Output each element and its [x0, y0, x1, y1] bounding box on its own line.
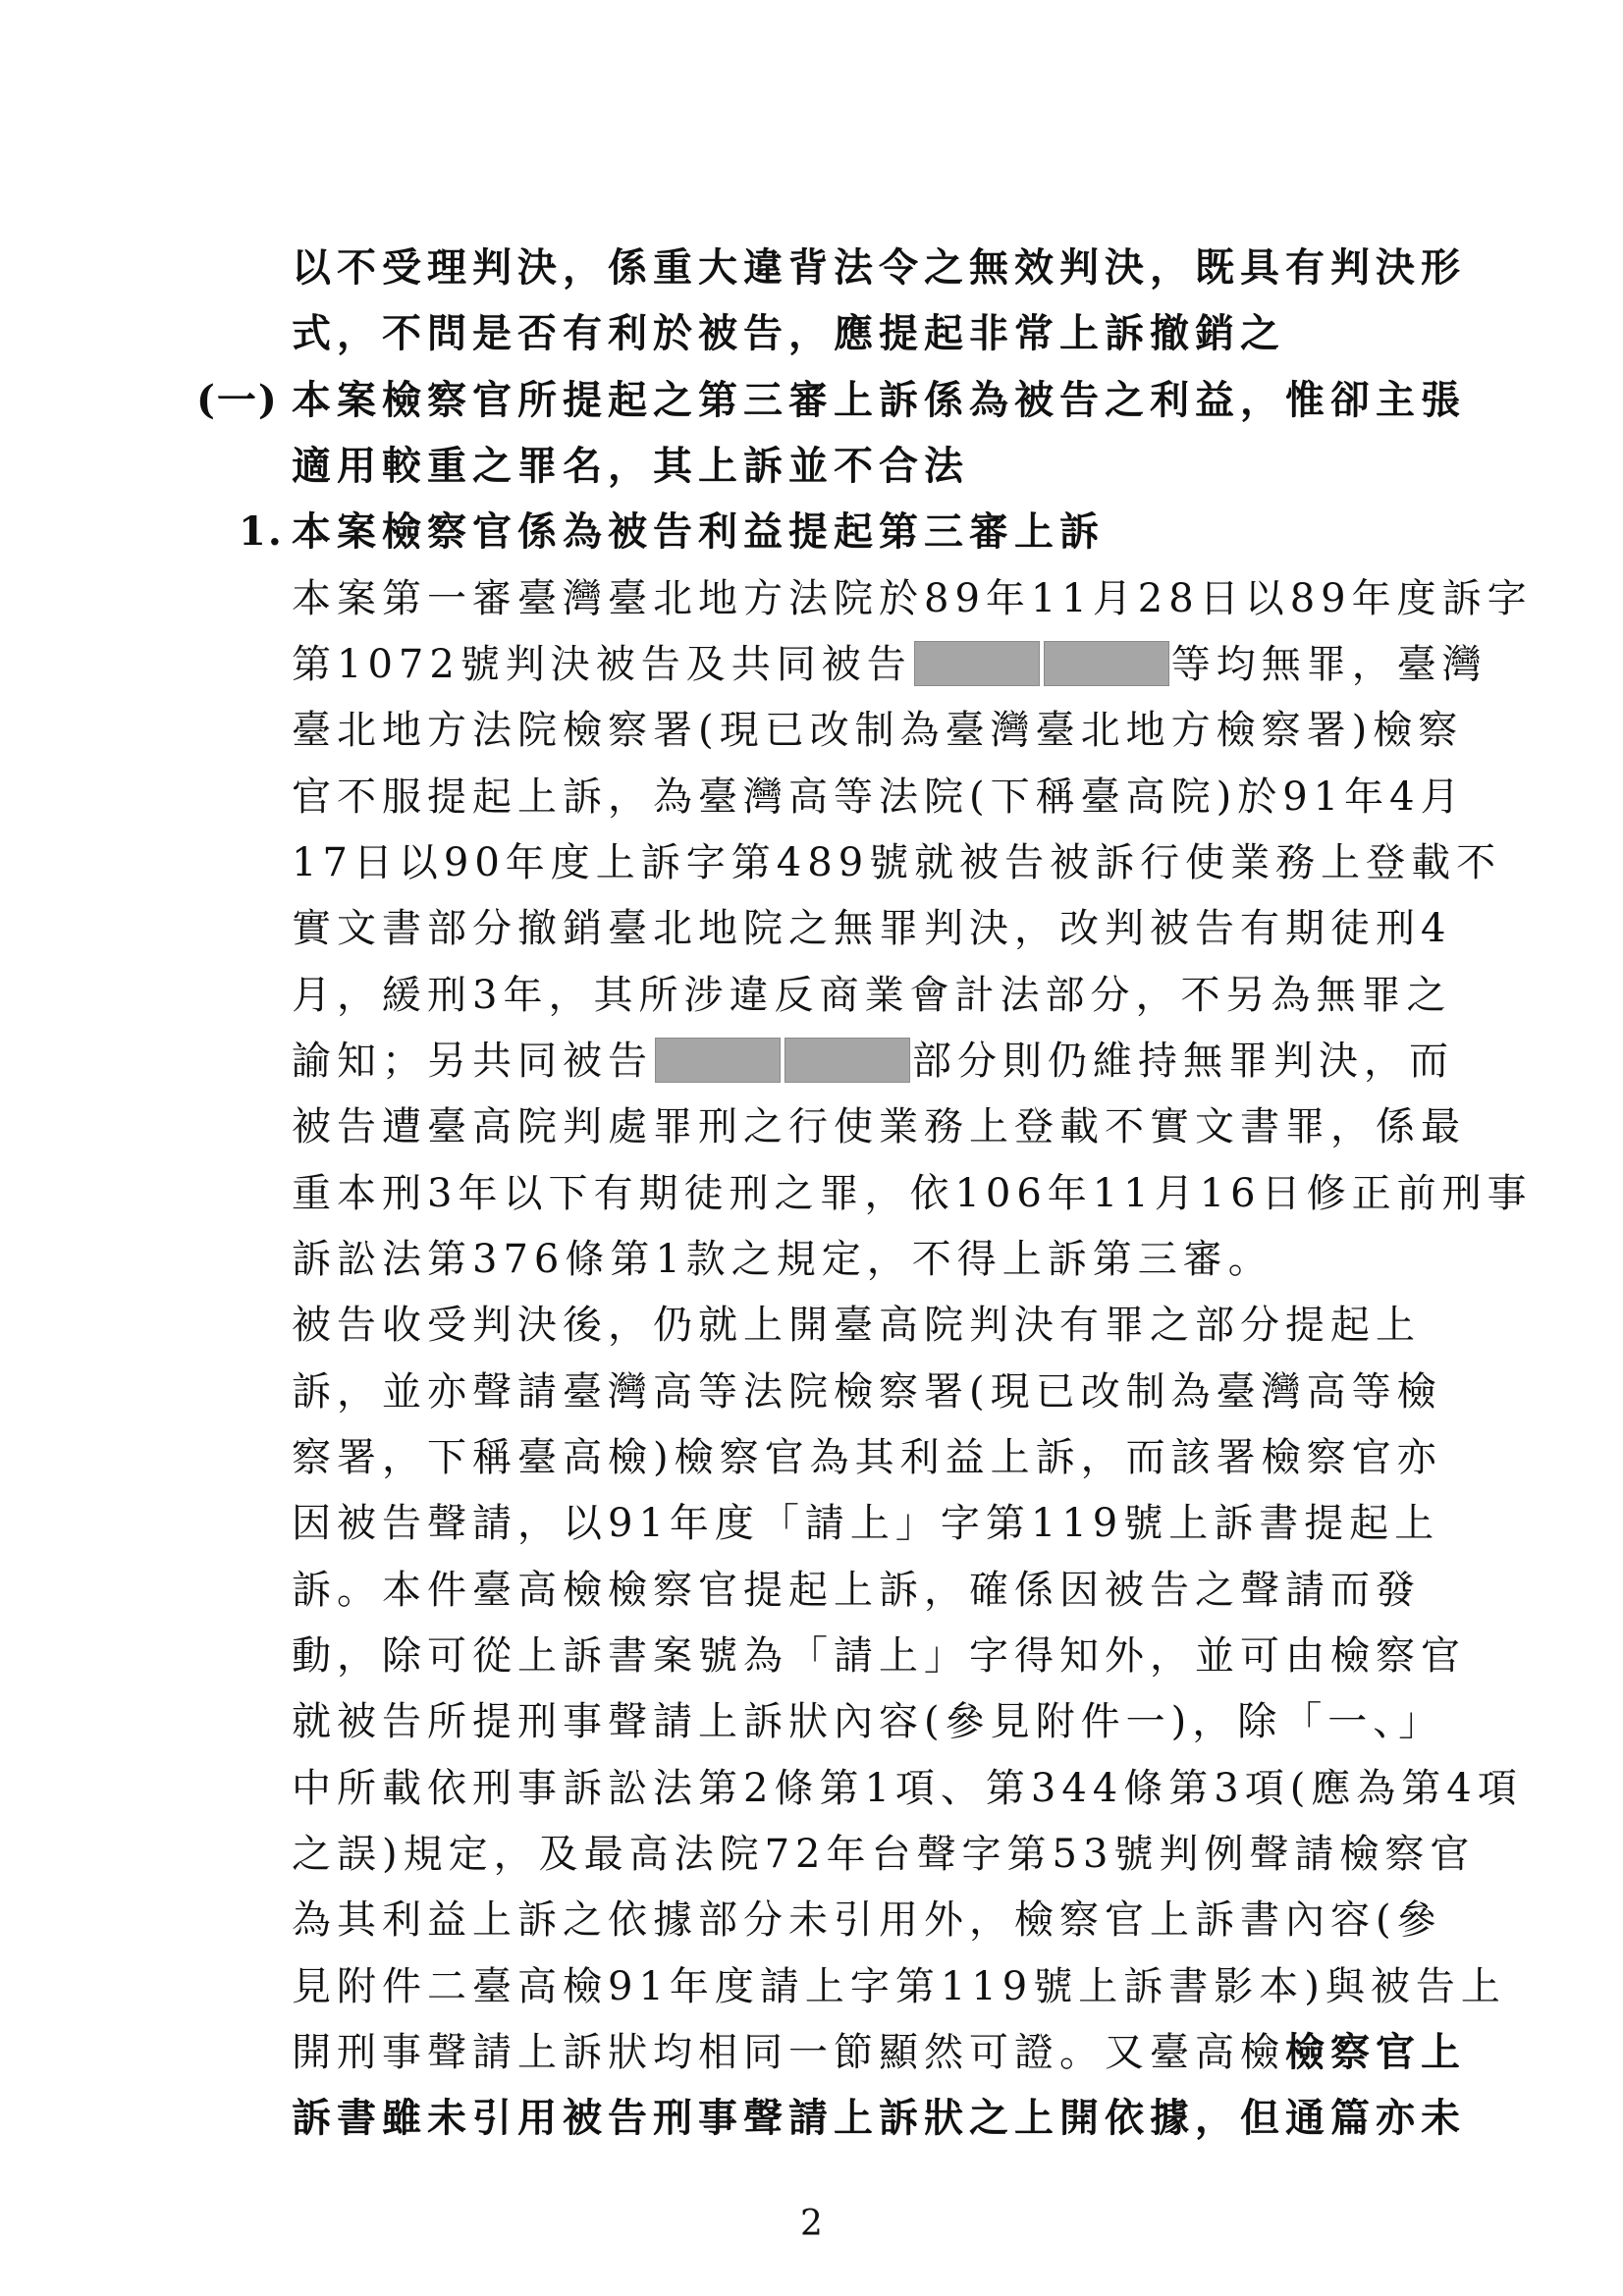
paragraph-2-line-9: 之誤)規定，及最高法院72年台聲字第53號判例聲請檢察官: [292, 1832, 1476, 1877]
paragraph-1-line-10: 重本刑3年以下有期徒刑之罪，依106年11月16日修正前刑事: [292, 1171, 1533, 1216]
paragraph-2-line-5: 訴。本件臺高檢檢察官提起上訴，確係因被告之聲請而發: [292, 1568, 1421, 1613]
redacted-name: [1044, 641, 1169, 686]
paragraph-2-line-12: [292, 2025, 1466, 2080]
section-heading-line-1: 本案檢察官所提起之第三審上訴係為被告之利益，惟卻主張: [292, 377, 1466, 423]
section-heading-line-2: 適用較重之罪名，其上訴並不合法: [292, 443, 969, 489]
paragraph-1-line-4: 官不服提起上訴，為臺灣高等法院(下稱臺高院)於91年4月: [292, 774, 1466, 820]
paragraph-1-line-8-end: 部分則仍維持無罪判決，而: [912, 1039, 1454, 1084]
redacted-name: [914, 641, 1040, 686]
paragraph-1-line-5: 17日以90年度上訴字第489號就被告被訴行使業務上登載不: [292, 840, 1502, 885]
paragraph-2-line-4: 因被告聲請，以91年度「請上」字第119號上訴書提起上: [292, 1501, 1440, 1546]
paragraph-2-line-1: 被告收受判決後，仍就上開臺高院判決有罪之部分提起上: [292, 1303, 1421, 1348]
paragraph-1-line-8-start: 諭知；另共同被告: [292, 1039, 653, 1084]
paragraph-1-line-2-start: 第1072號判決被告及共同被告: [292, 642, 912, 687]
paragraph-2-line-3: 察署，下稱臺高檢)檢察官為其利益上訴，而該署檢察官亦: [292, 1435, 1442, 1480]
paragraph-2-line-10: 為其利益上訴之依據部分未引用外，檢察官上訴書內容(參: [292, 1897, 1442, 1943]
paragraph-1-line-1: 本案第一審臺灣臺北地方法院於89年11月28日以89年度訴字: [292, 576, 1533, 621]
subsection-marker: 1.: [239, 508, 284, 555]
paragraph-1-line-8: [292, 1034, 1454, 1089]
paragraph-2-line-6: 動，除可從上訴書案號為「請上」字得知外，並可由檢察官: [292, 1633, 1466, 1679]
paragraph-2-line-12-bold: 檢察官上: [1285, 2029, 1466, 2075]
paragraph-2-line-11: 見附件二臺高檢91年度請上字第119號上訴書影本)與被告上: [292, 1964, 1506, 2009]
paragraph-1-line-11: 訴訟法第376條第1款之規定，不得上訴第三審。: [292, 1237, 1273, 1282]
redacted-name: [784, 1038, 910, 1083]
section-marker: (一): [196, 377, 279, 423]
subsection-title: 本案檢察官係為被告利益提起第三審上訴: [292, 508, 1105, 555]
paragraph-1-line-6: 實文書部分撤銷臺北地院之無罪判決，改判被告有期徒刑4: [292, 906, 1452, 951]
paragraph-1-line-2: [292, 637, 1488, 692]
paragraph-1-line-2-end: 等均無罪，臺灣: [1170, 642, 1488, 687]
page-number: 2: [800, 2204, 823, 2244]
heading-continuation-line-2: 式，不問是否有利於被告，應提起非常上訴撤銷之: [292, 310, 1285, 356]
redacted-name: [655, 1038, 781, 1083]
paragraph-1-line-7: 月，緩刑3年，其所涉違反商業會計法部分，不另為無罪之: [292, 973, 1452, 1018]
paragraph-2-line-7: 就被告所提刑事聲請上訴狀內容(參見附件一)，除「一、」: [292, 1699, 1444, 1744]
paragraph-2-line-2: 訴，並亦聲請臺灣高等法院檢察署(現已改制為臺灣高等檢: [292, 1369, 1442, 1415]
paragraph-2-line-13: 訴書雖未引用被告刑事聲請上訴狀之上開依據，但通篇亦未: [292, 2095, 1466, 2141]
paragraph-2-line-12-normal: 開刑事聲請上訴狀均相同一節顯然可證。又臺高檢: [292, 2030, 1285, 2075]
paragraph-2-line-8: 中所載依刑事訴訟法第2條第1項、第344條第3項(應為第4項: [292, 1766, 1523, 1811]
paragraph-1-line-3: 臺北地方法院檢察署(現已改制為臺灣臺北地方檢察署)檢察: [292, 708, 1464, 753]
paragraph-1-line-9: 被告遭臺高院判處罪刑之行使業務上登載不實文書罪，係最: [292, 1104, 1466, 1149]
heading-continuation-line-1: 以不受理判決，係重大違背法令之無效判決，既具有判決形: [292, 244, 1466, 291]
